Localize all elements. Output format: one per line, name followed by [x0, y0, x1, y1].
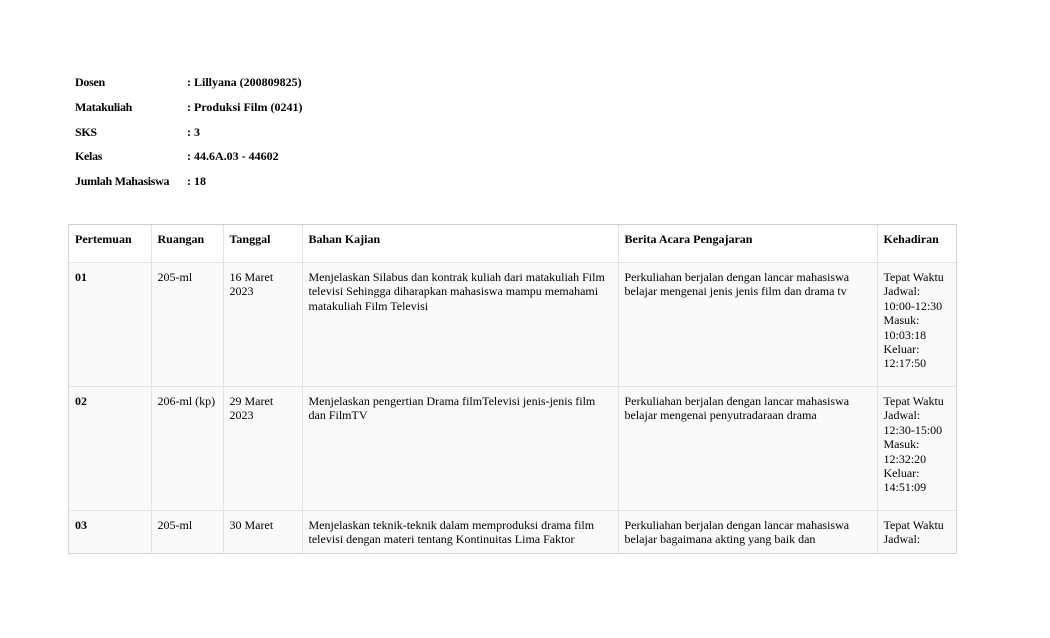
table-row: [69, 511, 957, 555]
cell-ruangan: 205-ml: [151, 511, 223, 555]
kehadiran-keluar: 14:51:09: [883, 480, 927, 495]
course-info: [75, 74, 302, 198]
cell-kehadiran: [877, 387, 957, 511]
info-value: : 44.6A.03 - 44602: [187, 149, 279, 164]
info-value: : Lillyana (200809825): [187, 75, 302, 89]
kehadiran-jadwal-label: Jadwal:: [883, 408, 921, 423]
table-row: [69, 263, 957, 387]
info-label: Dosen: [75, 75, 105, 89]
cell-tanggal: 16 Maret 2023: [223, 263, 302, 387]
info-label: Matakuliah: [75, 99, 133, 114]
header-berita-acara: Berita Acara Pengajaran: [618, 225, 877, 263]
cell-tanggal: 29 Maret 2023: [223, 387, 302, 511]
cell-bahan-kajian: Menjelaskan pengertian Drama filmTelevisi jenis-jenis film dan FilmTV: [302, 387, 618, 511]
table-header-row: [69, 225, 957, 263]
header-kehadiran: Kehadiran: [877, 225, 957, 263]
kehadiran-status: Tepat Waktu: [883, 270, 944, 284]
cell-pertemuan: 01: [69, 263, 151, 387]
info-value: : Produksi Film (0241): [187, 99, 303, 114]
kehadiran-jadwal: 12:30-15:00: [883, 422, 943, 437]
info-row-sks: [75, 124, 302, 149]
cell-bahan-kajian: Menjelaskan teknik-teknik dalam memproduksi drama film televisi dengan materi tentang Kontinuitas Lima Faktor: [302, 511, 618, 555]
cell-berita-acara: Perkuliahan berjalan dengan lancar mahasiswa belajar mengenai penyutradaraan drama: [618, 387, 877, 511]
table-row: [69, 387, 957, 511]
info-row-kelas: [75, 148, 302, 173]
header-bahan-kajian: Bahan Kajian: [302, 225, 618, 263]
kehadiran-keluar-label: Keluar:: [883, 342, 920, 357]
kehadiran-jadwal: 10:00-12:30: [883, 298, 943, 313]
info-label: SKS: [75, 124, 97, 139]
info-value: : 18: [187, 174, 206, 189]
kehadiran-jadwal-label: Jadwal:: [883, 284, 921, 299]
kehadiran-masuk: 12:32:20: [883, 451, 927, 466]
attendance-table-container: [68, 224, 957, 554]
cell-kehadiran: [877, 511, 957, 555]
cell-ruangan: 205-ml: [151, 263, 223, 387]
info-value: : 3: [187, 124, 200, 139]
cell-pertemuan: 03: [69, 511, 151, 555]
header-pertemuan: Pertemuan: [69, 225, 151, 263]
header-tanggal: Tanggal: [223, 225, 302, 263]
kehadiran-status: Tepat Waktu: [883, 394, 944, 408]
kehadiran-masuk-label: Masuk:: [883, 437, 920, 452]
info-label: Jumlah Mahasiswa: [75, 174, 170, 189]
cell-berita-acara: Perkuliahan berjalan dengan lancar mahasiswa belajar bagaimana akting yang baik dan: [618, 511, 877, 555]
cell-tanggal: 30 Maret: [223, 511, 302, 555]
kehadiran-keluar-label: Keluar:: [883, 466, 920, 481]
cell-pertemuan: 02: [69, 387, 151, 511]
kehadiran-status: Tepat Waktu: [883, 518, 944, 532]
info-row-dosen: [75, 74, 302, 99]
info-row-matakuliah: [75, 99, 302, 124]
kehadiran-keluar: 12:17:50: [883, 356, 927, 371]
info-label: Kelas: [75, 149, 103, 164]
cell-kehadiran: [877, 263, 957, 387]
kehadiran-masuk-label: Masuk:: [883, 313, 920, 328]
cell-bahan-kajian: Menjelaskan Silabus dan kontrak kuliah dari matakuliah Film televisi Sehingga diharapkan mahasiswa mampu memahami matakuliah Film Televisi: [302, 263, 618, 387]
kehadiran-jadwal-label: Jadwal:: [883, 532, 921, 547]
info-row-jumlah-mahasiswa: [75, 173, 302, 198]
cell-berita-acara: Perkuliahan berjalan dengan lancar mahasiswa belajar mengenai jenis jenis film dan drama tv: [618, 263, 877, 387]
cell-ruangan: 206-ml (kp): [151, 387, 223, 511]
kehadiran-masuk: 10:03:18: [883, 327, 927, 342]
header-ruangan: Ruangan: [151, 225, 223, 263]
attendance-table: [69, 225, 957, 554]
